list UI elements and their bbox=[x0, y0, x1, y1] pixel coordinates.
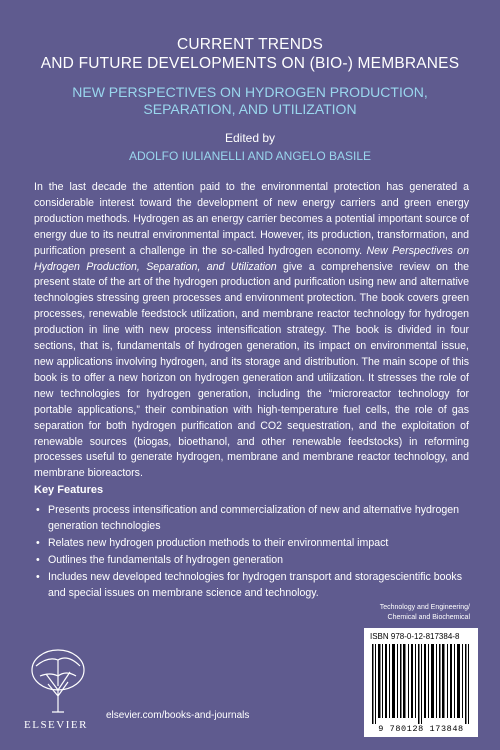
book-title bbox=[0, 35, 500, 73]
description-part-1: In the last decade the attention paid to the environmental protection has generated a considerable interest toward the development of new energy carriers and green energy production methods. Hydrogen as an energy carrier becomes a potential important source of energy due to its neutral environmental impact. However, its production, transformation, and purification present a challenge in the so-called hydrogen economy. bbox=[34, 181, 469, 257]
elsevier-tree-logo-icon bbox=[28, 646, 88, 716]
category-line-2: Chemical and Biochemical bbox=[387, 614, 470, 621]
barcode-number: 9 780128 173848 bbox=[378, 724, 464, 734]
key-features-list bbox=[34, 503, 474, 602]
subtitle-line-1: NEW PERSPECTIVES ON HYDROGEN PRODUCTION, bbox=[72, 84, 428, 100]
editors-names: ADOLFO IULIANELLI AND ANGELO BASILE bbox=[128, 149, 372, 163]
publisher-url: elsevier.com/books-and-journals bbox=[106, 710, 250, 721]
subject-category bbox=[350, 603, 470, 623]
barcode-icon bbox=[370, 644, 472, 724]
book-subtitle bbox=[0, 84, 500, 118]
key-feature-item: • Outlines the fundamentals of hydrogen generation bbox=[34, 553, 474, 569]
book-description bbox=[34, 180, 469, 482]
isbn-barcode-panel bbox=[364, 628, 478, 737]
category-line-1: Technology and Engineering/ bbox=[379, 604, 470, 611]
description-book-title: New Perspectives on Hydrogen Production, Separation, and Utilization bbox=[34, 244, 469, 273]
key-feature-item: • Relates new hydrogen production methods to their environmental impact bbox=[34, 536, 474, 552]
isbn-text: ISBN 978-0-12-817384-8 bbox=[370, 632, 460, 641]
description-part-2: give a comprehensive review on the present state of the art of the hydrogen production and purification using new and alternative technologies stressing green processes and environment protection. The book covers green processes, renewable feedstock utilization, and membrane reactor technology for hydrogen production in line with new process intensification strategy. The book is divided in four sections, that is, fundamentals of hydrogen generation, its impact on environmental issue, new applications involving hydrogen, and its storage and distribution. The main scope of this book is to offer a new horizon on hydrogen generation and utilization. It stresses the role of new technologies for hydrogen generation, including the “microreactor technology for portable applications,” their combination with high-temperature fuel cells, the role of gas separation for both hydrogen purification and CO2 sequestration, and the exploitation of renewable sources (biogas, bioethanol, and other renewable feedstocks) in reforming processes useful to generate hydrogen, membrane and membrane reactor technology, and membrane bioreactors. bbox=[34, 260, 469, 480]
publisher-name: ELSEVIER bbox=[24, 719, 88, 731]
title-line-2: AND FUTURE DEVELOPMENTS ON (BIO-) MEMBRANES bbox=[40, 55, 460, 72]
key-feature-item: • Includes new developed technologies for hydrogen transport and storagescientific books and special issues on membrane science and technology. bbox=[34, 570, 474, 602]
edited-by-label: Edited by bbox=[224, 131, 276, 145]
key-feature-item: • Presents process intensification and commercialization of new and alternative hydrogen generation technologies bbox=[34, 503, 474, 535]
key-features-heading: Key Features bbox=[34, 484, 104, 496]
title-line-1: CURRENT TRENDS bbox=[176, 36, 324, 53]
subtitle-line-2: SEPARATION, AND UTILIZATION bbox=[143, 101, 357, 117]
